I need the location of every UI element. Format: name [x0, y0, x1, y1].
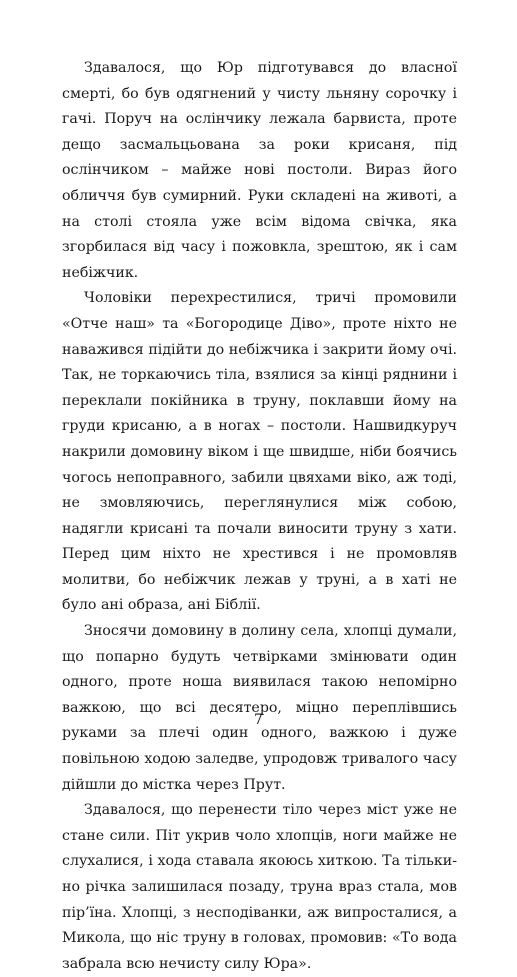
paragraph: Чоловіки перехрестилися, тричі промовили «Отче наш» та «Богородице Діво», проте ніхто не наважився підійти до небіжчика і закрити йому очі. Так, не торкаючись тіла, взялися за кінці ряднини і переклали покійника в труну, поклавши йому на груди крисаню, а в ногах – постоли. Нашвидкуруч накрили домовину віком і ще швидше, ніби боячись чогось непоправного, забили цвяхами віко, аж тоді, не змовляючись, переглянулися між собою, надягли крисані та почали виносити труну з хати. Перед цим ніхто не хрестився і не промовляв молитви, бо небіжчик лежав у труні, а в хаті не було ані образа, ані Біблії. [62, 290, 457, 614]
paragraph: Здавалося, що Юр підготувався до власної смерті, бо був одягнений у чисту льняну сорочку і гачі. Поруч на ослінчику лежала барвиста, проте дещо засмальцьована за роки крисаня, під ослінчиком – майже нові постоли. Вираз його обличчя був сумирний. Руки складені на животі, а на столі стояла уже всім відома свічка, яка згорбилася від часу і пожовкла, зрештою, як і сам небіжчик. [62, 60, 457, 281]
page-number: 7 [254, 712, 263, 728]
paragraph: Здавалося, що перенести тіло через міст уже не стане сили. Піт укрив чоло хлопців, ноги майже не слухалися, і хода ставала якоюсь хиткою. Та тільки-но річка залишилася позаду, труна враз стала, мов пір’їна. Хлопці, з несподіванки, аж випросталися, а Микола, що ніс труну в головах, промовив: «То вода забрала всю нечисту силу Юра». [62, 802, 457, 972]
paragraph: Зносячи домовину в долину села, хлопці думали, що попарно будуть четвірками змінювати один одного, проте ноша виявилася такою непомірно важкою, що всі десятеро, міцно переплівшись руками за плечі один одного, важкою і дуже повільною ходою заледве, упродовж тривалого часу дійшли до містка через Прут. [62, 623, 457, 793]
page-body [62, 56, 457, 977]
